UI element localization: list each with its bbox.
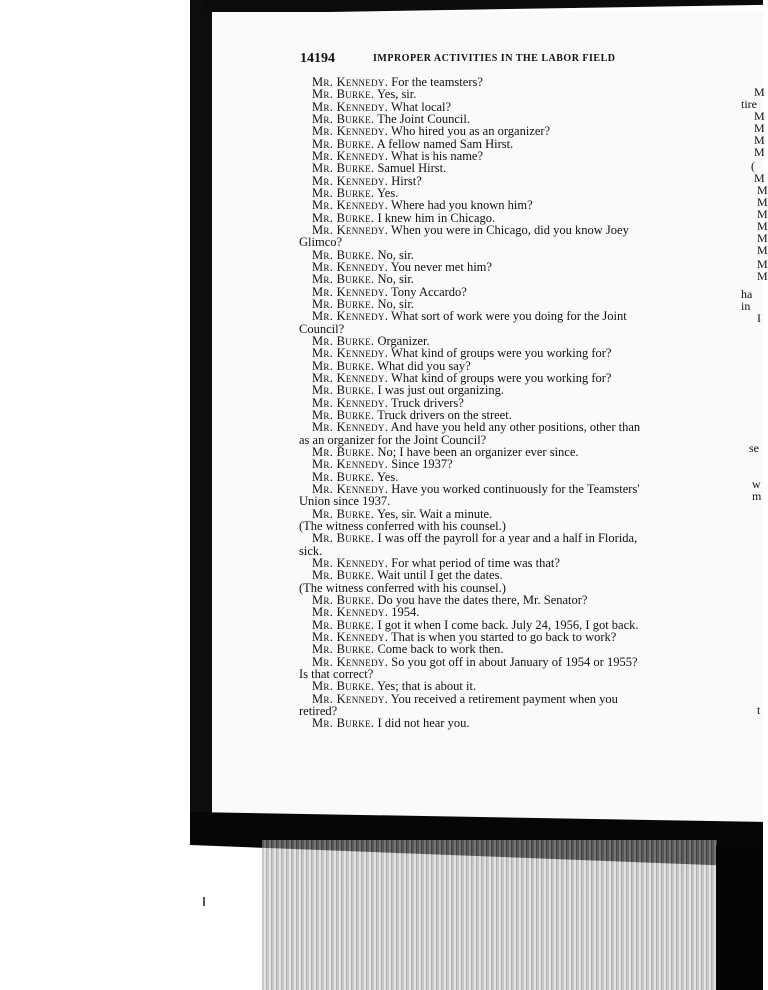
- line-text: Yes.: [374, 185, 399, 200]
- speaker-name: Mr. Kennedy.: [312, 457, 389, 472]
- speaker-name: Mr. Burke.: [312, 617, 375, 632]
- transcript-line: [312, 224, 629, 237]
- speaker-name: Mr. Kennedy.: [312, 284, 389, 299]
- speaker-name: Mr. Kennedy.: [312, 173, 389, 188]
- speaker-name: Mr. Burke.: [312, 210, 375, 225]
- facing-page-fragment: ha: [741, 287, 753, 301]
- facing-page-fragment: M: [757, 269, 768, 283]
- book-binding-shadow: [190, 0, 212, 830]
- speaker-name: Mr. Burke.: [312, 592, 375, 607]
- facing-page-fragment: M: [754, 133, 765, 147]
- line-text: Yes, sir. Wait a minute.: [374, 506, 493, 521]
- line-text: Council?: [299, 321, 345, 336]
- speaker-name: Mr. Burke.: [312, 111, 375, 126]
- line-text: What is his name?: [388, 148, 484, 163]
- facing-page-fragment: m: [752, 489, 762, 503]
- line-text: When you were in Chicago, did you know Joey: [388, 222, 629, 237]
- speaker-name: Mr. Burke.: [312, 333, 375, 348]
- line-text: You never met him?: [388, 259, 492, 274]
- speaker-name: Mr. Kennedy.: [312, 148, 389, 163]
- facing-page-fragment: M: [754, 85, 765, 99]
- speaker-name: Mr. Burke.: [312, 383, 375, 398]
- scan-speck: [203, 897, 205, 906]
- speaker-name: Mr. Kennedy.: [312, 555, 389, 570]
- speaker-name: Mr. Kennedy.: [312, 222, 389, 237]
- line-text: For what period of time was that?: [388, 555, 560, 570]
- facing-page-fragment: M: [754, 121, 765, 135]
- speaker-name: Mr. Burke.: [312, 161, 375, 176]
- speaker-name: Mr. Burke.: [312, 358, 375, 373]
- line-text: as an organizer for the Joint Council?: [299, 432, 487, 447]
- line-text: What kind of groups were you working for?: [388, 370, 612, 385]
- line-text: I knew him in Chicago.: [374, 210, 496, 225]
- line-text: Yes.: [374, 469, 399, 484]
- speaker-name: Mr. Burke.: [312, 469, 375, 484]
- line-text: Glimco?: [299, 235, 343, 250]
- speaker-name: Mr. Kennedy.: [312, 259, 389, 274]
- speaker-name: Mr. Kennedy.: [312, 605, 389, 620]
- line-text: sick.: [299, 543, 323, 558]
- facing-page-fragment: tire: [741, 97, 757, 111]
- page-header: [300, 51, 700, 67]
- speaker-name: Mr. Burke.: [312, 679, 375, 694]
- facing-page-fragment: M: [754, 109, 765, 123]
- facing-page-fragment: M: [757, 183, 768, 197]
- line-text: (The witness conferred with his counsel.): [299, 580, 506, 595]
- line-text: No, sir.: [374, 247, 414, 262]
- speaker-name: Mr. Burke.: [312, 531, 375, 546]
- line-text: That is when you started to go back to work?: [388, 629, 617, 644]
- speaker-name: Mr. Kennedy.: [312, 309, 389, 324]
- facing-page-fragment: se: [749, 441, 759, 455]
- line-text: I was just out organizing.: [374, 383, 504, 398]
- line-text: What did you say?: [374, 358, 471, 373]
- line-text: I got it when I come back. July 24, 1956, I got back.: [374, 617, 639, 632]
- speaker-name: Mr. Burke.: [312, 716, 375, 731]
- line-text: Have you worked continuously for the Teamsters': [388, 481, 640, 496]
- speaker-name: Mr. Kennedy.: [312, 481, 389, 496]
- line-text: No; I have been an organizer ever since.: [374, 444, 579, 459]
- line-text: No, sir.: [374, 272, 414, 287]
- speaker-name: Mr. Burke.: [312, 272, 375, 287]
- line-text: Yes; that is about it.: [374, 679, 477, 694]
- line-text: Truck drivers?: [388, 395, 464, 410]
- facing-page-fragment: M: [757, 257, 768, 271]
- speaker-name: Mr. Kennedy.: [312, 395, 389, 410]
- speaker-name: Mr. Burke.: [312, 568, 375, 583]
- line-text: No, sir.: [374, 296, 414, 311]
- speaker-name: Mr. Burke.: [312, 506, 375, 521]
- line-text: You received a retirement payment when you: [388, 691, 618, 706]
- speaker-name: Mr. Kennedy.: [312, 198, 389, 213]
- speaker-name: Mr. Kennedy.: [312, 346, 389, 361]
- line-text: What sort of work were you doing for the Joint: [388, 309, 627, 324]
- facing-page-fragment: I: [757, 311, 761, 325]
- running-head: IMPROPER ACTIVITIES IN THE LABOR FIELD: [373, 53, 616, 64]
- facing-page-fragment: M: [757, 243, 768, 257]
- line-text: What local?: [388, 99, 452, 114]
- transcript-line: [312, 693, 618, 706]
- speaker-name: Mr. Burke.: [312, 247, 375, 262]
- line-text: retired?: [299, 703, 338, 718]
- line-text: Union since 1937.: [299, 494, 391, 509]
- scan-noise-area: [262, 840, 717, 990]
- speaker-name: Mr. Burke.: [312, 185, 375, 200]
- line-text: So you got off in about January of 1954 or 1955?: [388, 654, 638, 669]
- speaker-name: Mr. Kennedy.: [312, 420, 389, 435]
- facing-page-fragment: (: [751, 159, 755, 173]
- line-text: A fellow named Sam Hirst.: [374, 136, 514, 151]
- line-text: Tony Accardo?: [388, 284, 467, 299]
- speaker-name: Mr. Burke.: [312, 444, 375, 459]
- line-text: (The witness conferred with his counsel.): [299, 518, 506, 533]
- speaker-name: Mr. Kennedy.: [312, 124, 389, 139]
- transcript-line: [312, 717, 469, 730]
- line-text: Wait until I get the dates.: [374, 568, 503, 583]
- facing-page-fragment: M: [757, 231, 768, 245]
- facing-page-fragment: M: [757, 219, 768, 233]
- line-text: And have you held any other positions, other than: [388, 420, 641, 435]
- facing-page-fragment: M: [757, 195, 768, 209]
- line-text: Come back to work then.: [374, 642, 504, 657]
- speaker-name: Mr. Kennedy.: [312, 75, 389, 89]
- line-text: Hirst?: [388, 173, 422, 188]
- transcript-line: [312, 532, 637, 545]
- page-number: 14194: [300, 51, 335, 66]
- line-text: I was off the payroll for a year and a half in Florida,: [374, 531, 638, 546]
- facing-page-fragment: w: [752, 477, 761, 491]
- speaker-name: Mr. Kennedy.: [312, 654, 389, 669]
- line-text: For the teamsters?: [388, 75, 483, 89]
- line-text: Since 1937?: [388, 457, 453, 472]
- facing-page-fragment: M: [754, 145, 765, 159]
- line-text: The Joint Council.: [374, 111, 470, 126]
- speaker-name: Mr. Kennedy.: [312, 691, 389, 706]
- line-text: Samuel Hirst.: [374, 161, 447, 176]
- line-text: Who hired you as an organizer?: [388, 124, 551, 139]
- speaker-name: Mr. Burke.: [312, 407, 375, 422]
- facing-page-fragment: M: [757, 207, 768, 221]
- line-text: I did not hear you.: [374, 716, 470, 731]
- line-text: Yes, sir.: [374, 87, 417, 102]
- speaker-name: Mr. Burke.: [312, 136, 375, 151]
- facing-page-fragment: in: [741, 299, 751, 313]
- line-text: Organizer.: [374, 333, 430, 348]
- speaker-name: Mr. Kennedy.: [312, 99, 389, 114]
- transcript-line: [312, 310, 627, 323]
- dark-corner: [716, 845, 763, 990]
- speaker-name: Mr. Burke.: [312, 296, 375, 311]
- line-text: Is that correct?: [299, 666, 374, 681]
- speaker-name: Mr. Burke.: [312, 87, 375, 102]
- line-text: Do you have the dates there, Mr. Senator?: [374, 592, 588, 607]
- facing-page-fragment: M: [754, 171, 765, 185]
- line-text: What kind of groups were you working for?: [388, 346, 612, 361]
- speaker-name: Mr. Kennedy.: [312, 629, 389, 644]
- line-text: 1954.: [388, 605, 420, 620]
- line-text: Truck drivers on the street.: [374, 407, 512, 422]
- facing-page-fragment: t: [757, 703, 761, 717]
- line-text: Where had you known him?: [388, 198, 533, 213]
- speaker-name: Mr. Kennedy.: [312, 370, 389, 385]
- speaker-name: Mr. Burke.: [312, 642, 375, 657]
